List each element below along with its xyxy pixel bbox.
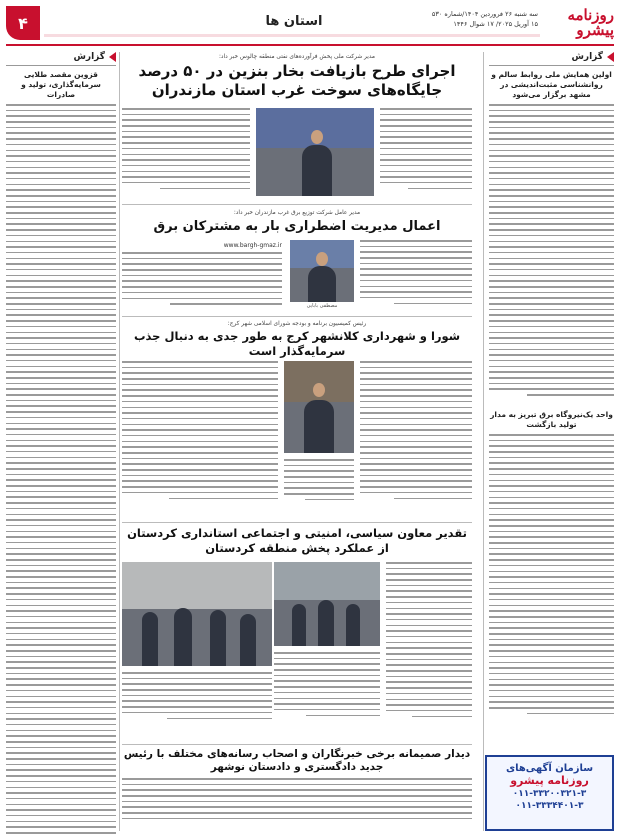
- article-body-text: [274, 652, 380, 734]
- ad-phone-2: ۰۱۱-۳۳۳۴۴۰۱-۳: [515, 801, 584, 811]
- red-arrow-icon: [109, 52, 116, 62]
- ad-title: سازمان آگهی‌های: [505, 763, 594, 774]
- article-body-text: [360, 240, 472, 310]
- article-kicker: مدیر عامل شرکت توزیع برق غرب مازندران خبر داد:: [233, 210, 361, 216]
- issue-date: [432, 9, 538, 29]
- column-divider: [483, 52, 484, 831]
- column-divider: [119, 52, 120, 831]
- red-arrow-icon: [607, 52, 614, 62]
- article-body-text: [489, 434, 614, 724]
- section-title: استان ها: [265, 14, 323, 29]
- article-body-text: [122, 108, 250, 196]
- article-body-text: [122, 778, 472, 830]
- article-photo: [122, 562, 272, 666]
- article-body-text: [122, 361, 278, 511]
- article-photo: [290, 240, 354, 302]
- article-kurdistan-appreciation: [122, 526, 472, 741]
- center-column: [122, 52, 472, 831]
- article-photo: [256, 108, 374, 196]
- article-kicker: رئیس کمیسیون برنامه و بودجه شورای اسلامی شهر کرج:: [227, 321, 367, 327]
- article-body-text: [386, 562, 472, 734]
- report-label: [489, 52, 614, 66]
- right-headline-1: اولین همایش ملی روابط سالم و روانشناسی مثبت‌اندیشی در مشهد برگزار می‌شود: [491, 70, 612, 99]
- article-headline: اعمال مدیریت اضطراری بار به مشترکان برق: [153, 219, 441, 234]
- article-body-text: [380, 108, 472, 196]
- date-line-gregorian: ۱۵ آوریل ۲۰۲۵/ ۱۷ شوال ۱۴۴۶: [453, 20, 538, 28]
- article-body-text: [6, 104, 116, 834]
- article-karaj-council: [122, 319, 472, 519]
- masthead: [6, 6, 614, 46]
- article-body-text: [489, 104, 614, 404]
- ad-phone-1: ۰۱۱-۳۳۲۰۰۳۲۱-۳: [512, 789, 587, 799]
- article-kicker: مدیر شرکت ملی پخش فرآورده‌های نفتی منطقه چالوس خبر داد:: [218, 54, 376, 60]
- article-headline: دیدار صمیمانه برخی خبرنگاران و اصحاب رسانه‌های مختلف با رئیس جدید دادگستری و دادستان نوشهر: [123, 748, 471, 773]
- article-headline: اجرای طرح بازیافت بخار بنزین در ۵۰ درصد جایگاه‌های سوخت غرب استان مازندران: [138, 62, 456, 99]
- article-body-text: [360, 361, 472, 511]
- article-headline: تقدیر معاون سیاسی، امنیتی و اجتماعی استانداری کردستان از عملکرد پخش منطقه کردستان: [127, 526, 467, 555]
- article-nowshahr-judiciary: [122, 748, 472, 831]
- ad-newspaper-name: روزنامه پیشرو: [510, 774, 589, 787]
- left-headline: قزوین مقصد طلایی سرمایه‌گذاری، تولید و صادرات: [21, 70, 101, 99]
- article-fuel-vapor: [122, 52, 472, 200]
- right-column: [489, 52, 614, 831]
- advertising-box: [485, 755, 614, 831]
- report-label: [6, 52, 116, 66]
- photo-caption: مصطفی بابایی: [306, 303, 338, 309]
- date-line-persian: سه شنبه ۲۶ فروردین ۱۴۰۴/شماره ۵۳۰: [431, 10, 538, 18]
- left-column: [6, 52, 116, 831]
- article-body-text: [122, 252, 282, 310]
- article-power-management: [122, 208, 472, 313]
- logo-text: روزنامه پیشرو: [567, 6, 614, 39]
- report-label-text: گزارش: [73, 52, 105, 62]
- article-body-text: [122, 672, 272, 734]
- header-divider: [44, 34, 540, 37]
- newspaper-logo: [544, 8, 614, 38]
- article-photo: [284, 361, 354, 453]
- report-label-text: گزارش: [571, 52, 603, 62]
- page-number-badge: ۴: [6, 6, 40, 40]
- article-separator: [122, 316, 472, 317]
- website-link[interactable]: www.bargh-gmaz.ir: [223, 242, 282, 249]
- article-headline: شورا و شهرداری کلانشهر کرج به طور جدی به دنبال جذب سرمایه‌گذار است: [133, 329, 461, 358]
- right-headline-2: واحد یک‌نیروگاه برق تبریز به مدار تولید بازگشت: [490, 410, 613, 429]
- article-separator: [122, 744, 472, 745]
- article-body-text: [284, 459, 354, 511]
- article-separator: [122, 522, 472, 523]
- article-photo: [274, 562, 380, 646]
- article-separator: [122, 204, 472, 205]
